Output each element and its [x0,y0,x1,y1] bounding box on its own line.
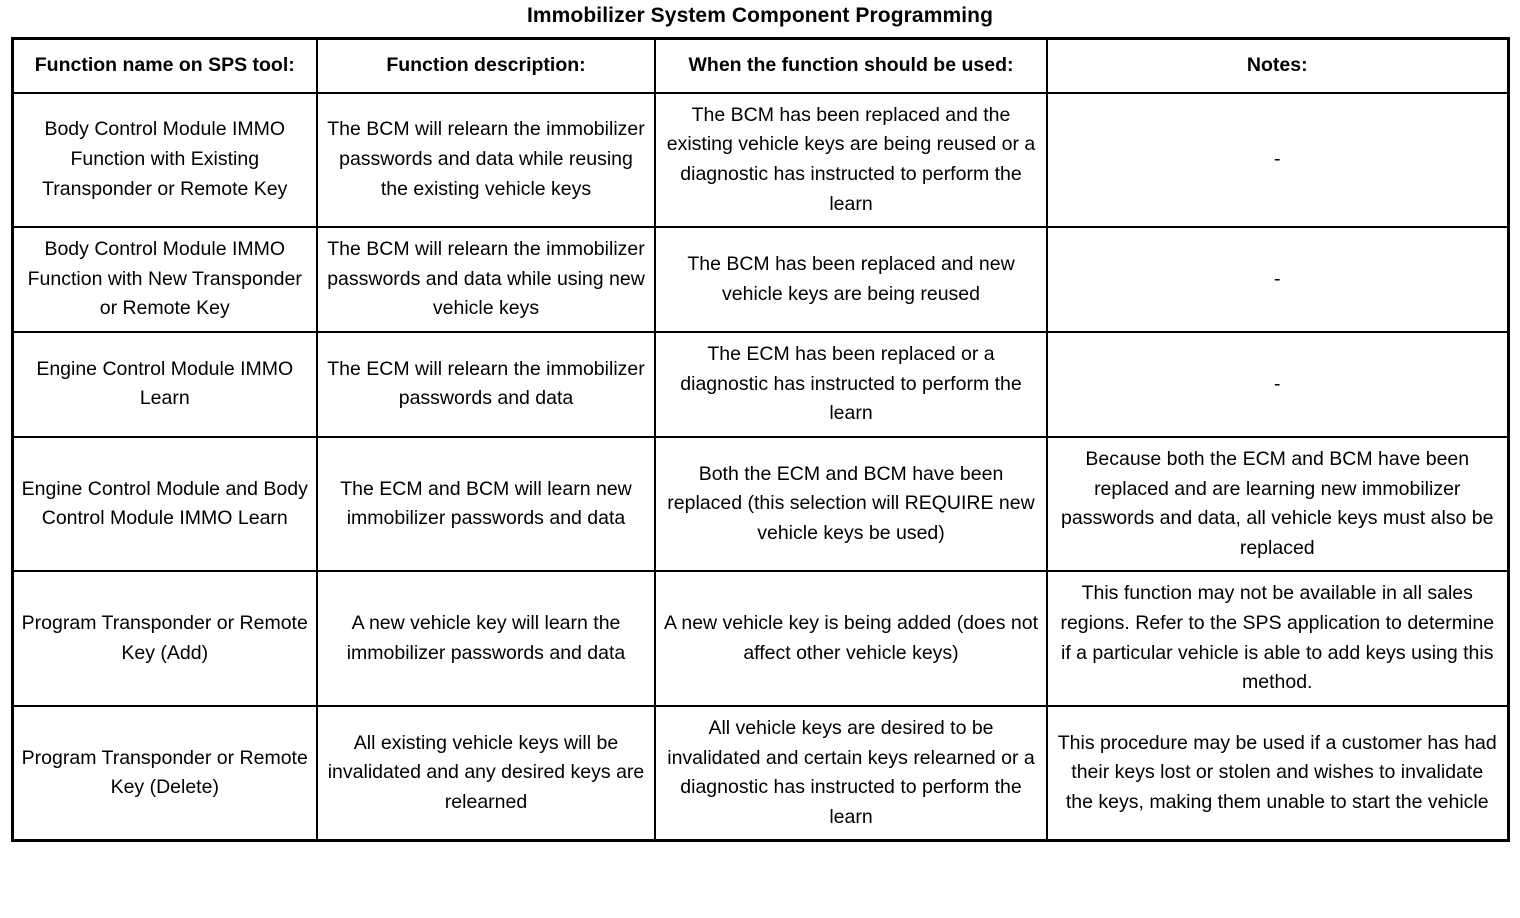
cell-notes: - [1047,227,1508,332]
column-header-when-used: When the function should be used: [655,39,1047,93]
cell-function-name: Engine Control Module and Body Control Module IMMO Learn [12,437,317,572]
cell-function-description: The BCM will relearn the immobilizer passwords and data while reusing the existing vehicle keys [317,93,655,228]
cell-notes: This function may not be available in all sales regions. Refer to the SPS application to determine if a particular vehicle is able to add keys using this method. [1047,571,1508,706]
table-row [12,93,1508,228]
cell-notes: - [1047,332,1508,437]
cell-notes: - [1047,93,1508,228]
table-row [12,332,1508,437]
table-row [12,227,1508,332]
cell-notes: This procedure may be used if a customer has had their keys lost or stolen and wishes to invalidate the keys, making them unable to start the vehicle [1047,706,1508,841]
table-row [12,571,1508,706]
cell-function-name: Body Control Module IMMO Function with Existing Transponder or Remote Key [12,93,317,228]
cell-function-name: Program Transponder or Remote Key (Delete) [12,706,317,841]
cell-function-description: The ECM will relearn the immobilizer passwords and data [317,332,655,437]
cell-when-used: Both the ECM and BCM have been replaced (this selection will REQUIRE new vehicle keys be used) [655,437,1047,572]
column-header-function-description: Function description: [317,39,655,93]
cell-when-used: The BCM has been replaced and new vehicle keys are being reused [655,227,1047,332]
column-header-function-name: Function name on SPS tool: [12,39,317,93]
cell-function-name: Body Control Module IMMO Function with New Transponder or Remote Key [12,227,317,332]
cell-when-used: A new vehicle key is being added (does not affect other vehicle keys) [655,571,1047,706]
cell-when-used: The BCM has been replaced and the existing vehicle keys are being reused or a diagnostic has instructed to perform the learn [655,93,1047,228]
cell-when-used: The ECM has been replaced or a diagnostic has instructed to perform the learn [655,332,1047,437]
cell-function-description: The ECM and BCM will learn new immobilizer passwords and data [317,437,655,572]
column-header-notes: Notes: [1047,39,1508,93]
page-title: Immobilizer System Component Programming [526,4,994,27]
cell-function-name: Engine Control Module IMMO Learn [12,332,317,437]
table-row [12,437,1508,572]
cell-notes: Because both the ECM and BCM have been replaced and are learning new immobilizer passwords and data, all vehicle keys must also be replaced [1047,437,1508,572]
cell-when-used: All vehicle keys are desired to be invalidated and certain keys relearned or a diagnostic has instructed to perform the learn [655,706,1047,841]
cell-function-description: The BCM will relearn the immobilizer passwords and data while using new vehicle keys [317,227,655,332]
cell-function-description: All existing vehicle keys will be invalidated and any desired keys are relearned [317,706,655,841]
table-row [12,706,1508,841]
cell-function-name: Program Transponder or Remote Key (Add) [12,571,317,706]
cell-function-description: A new vehicle key will learn the immobilizer passwords and data [317,571,655,706]
table-header-row [12,39,1508,93]
immobilizer-programming-table [11,37,1510,842]
